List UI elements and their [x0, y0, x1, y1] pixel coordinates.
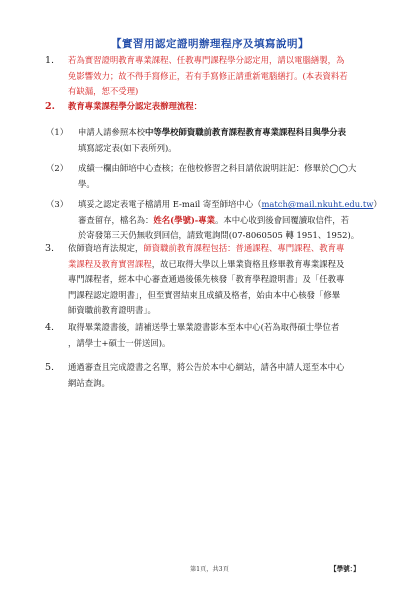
step-2-line-2: 學。 — [78, 178, 95, 189]
step-1-pre: 申請人請參照本校 — [78, 127, 145, 137]
item-1-number: 1. — [45, 55, 55, 66]
step-1-number: （1） — [46, 127, 69, 137]
item-3-number: 3. — [45, 243, 55, 254]
item-5-text — [68, 360, 344, 391]
item-5-number: 5. — [45, 362, 55, 373]
item-4-line-1: 取得畢業證書後，請補送學士畢業證書影本至本中心(若為取得碩士學位者 — [68, 322, 340, 332]
step-2-text — [78, 161, 356, 192]
item-3-red-1: 師資職前教育課程包括：普通課程、專門課程、教育專 — [143, 243, 345, 253]
step-3-line-2-post: 。本中心收到後會回覆讀取信件，若 — [215, 214, 350, 225]
filename-format: 姓名(學號)-專業 — [153, 214, 216, 225]
item-1-line-1: 若為實習證明教育專業課程、任教專門課程學分認定用，請以電腦繕製，為 — [68, 55, 345, 65]
item-1-line-3: 有缺漏，恕不受理) — [68, 86, 139, 96]
step-2-line-1: 成績一欄由師培中心查核；在他校修習之科目請依說明註記：修畢於◯◯大 — [78, 163, 357, 173]
item-4-line-2: ，請學士+碩士一併送回)。 — [68, 337, 171, 348]
step-3-text — [78, 197, 382, 244]
item-4-number: 4. — [45, 322, 55, 333]
step-1-course-table: 中等學校師資職前教育課程教育專業課程科目與學分表 — [145, 127, 346, 137]
item-3-pre: 依師資培育法規定， — [68, 243, 144, 253]
item-2-number: 2. — [45, 101, 55, 112]
step-3-line-3: 於寄發第三天仍無收到回信，請致電詢問(07-8060505 轉 1951、1952)。 — [78, 230, 360, 240]
item-5-line-1: 通過審查且完成證書之名單，將公告於本中心網站，請各申請人逕至本中心 — [68, 362, 345, 372]
step-3-number: （3） — [46, 199, 69, 209]
item-2-heading: 教育專業課程學分認定表辦理流程： — [68, 101, 202, 111]
item-1-text — [68, 53, 348, 100]
item-5-line-2: 網站查詢。 — [68, 377, 110, 388]
step-1-text — [78, 125, 346, 156]
page-number: 第1頁，共3頁 — [190, 566, 229, 573]
step-3-line-2-pre: 審查留存，檔名為： — [78, 214, 154, 225]
step-3-post: ） — [373, 199, 382, 209]
step-2-number: （2） — [46, 163, 69, 173]
item-3-line-2-post: ，故已取得大學以上畢業資格且修畢教育專業課程及 — [151, 258, 345, 269]
item-3-line-3: 專門課程者，經本中心審查通過後係先核發「教育學程證明書」及「任教專 — [68, 274, 345, 284]
document-title: 【實習用認定證明辦理程序及填寫說明】 — [111, 38, 309, 50]
item-3-red-2: 業課程及教育實習課程 — [68, 258, 152, 269]
item-3-line-5: 師資職前教育證明書」。 — [68, 305, 156, 315]
step-3-pre: 填妥之認定表電子檔請用 E-mail 寄至師培中心（ — [78, 199, 262, 209]
item-1-line-2: 免影響效力；故不得手寫修正，若有手寫修正請重新電腦繕打。(本表資料若 — [68, 70, 348, 81]
item-3-text — [68, 241, 344, 319]
email-link[interactable]: match@mail.nkuht.edu.tw — [261, 199, 374, 209]
step-1-line-2: 填寫認定表(如下表所列)。 — [78, 142, 177, 153]
student-id-label: 【學號：】 — [330, 565, 360, 573]
item-4-text — [68, 320, 339, 351]
item-3-line-4: 門課程認定證明書」，但至實習結束且成績及格者，始由本中心核發「修畢 — [68, 289, 341, 300]
